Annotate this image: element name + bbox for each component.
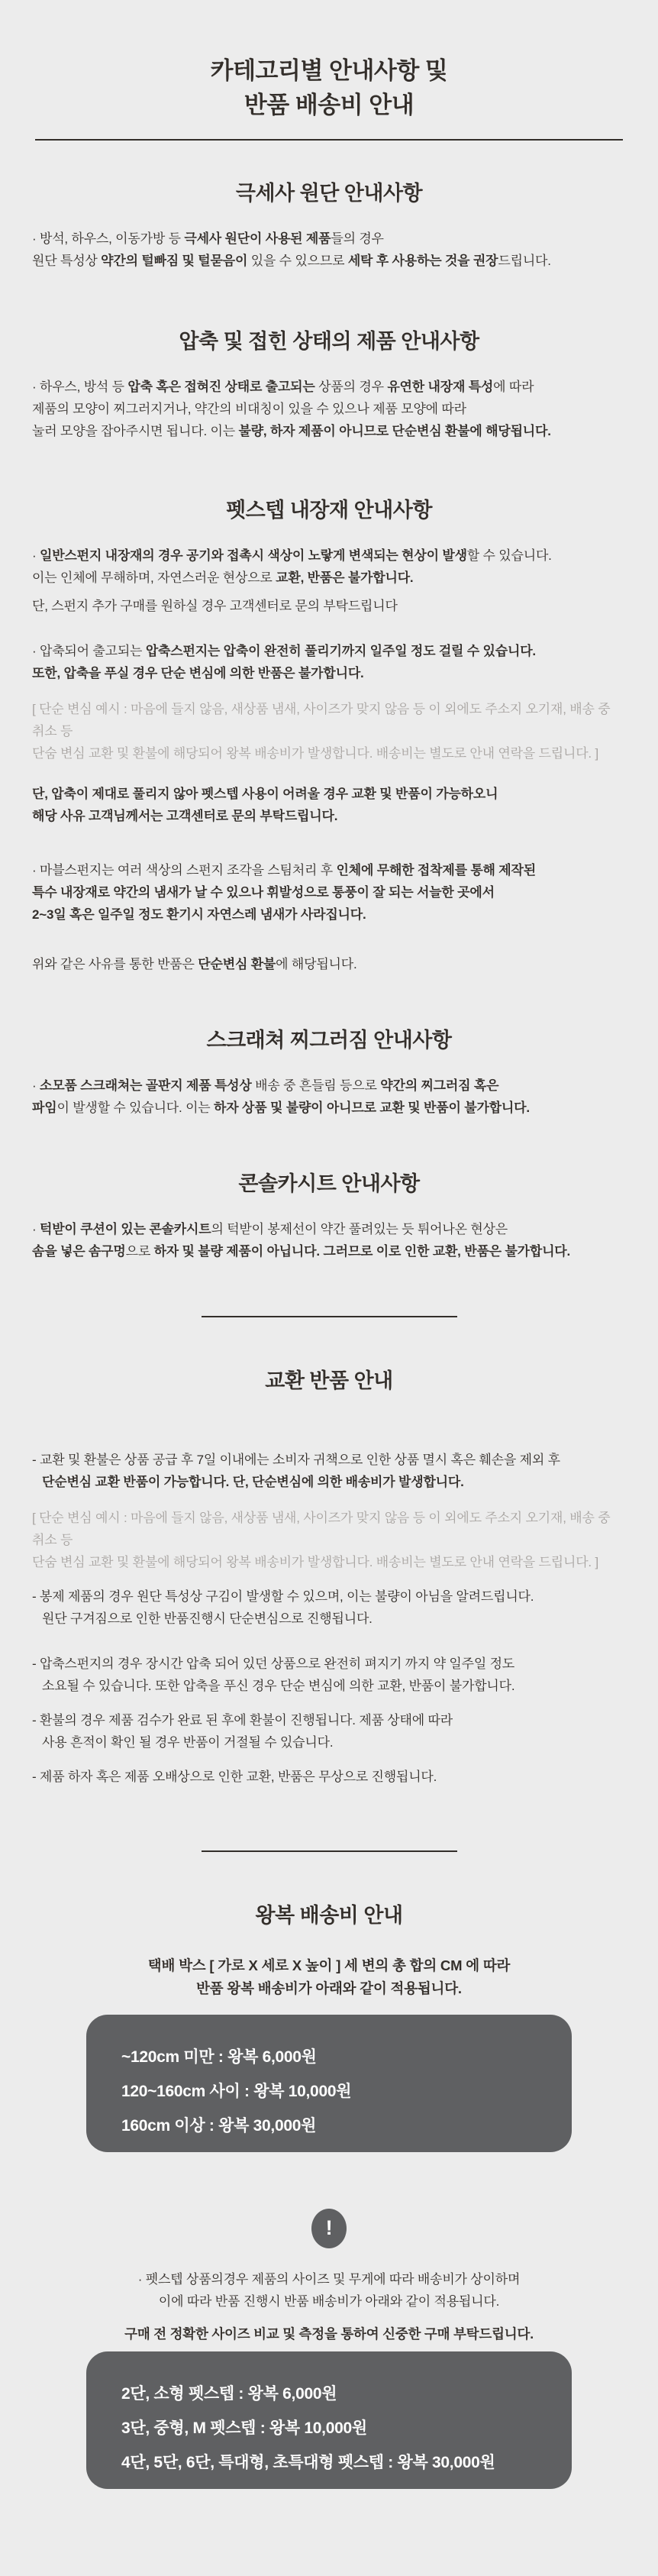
text-segment: 으로 [125,1244,154,1259]
exchange-item-3 [0,1653,658,1697]
text-line: - 환불의 경우 제품 검수가 완료 된 후에 환불이 진행됩니다. 제품 상태에 따라 [32,1713,453,1728]
page-title-line2: 반품 배송비 안내 [244,92,414,118]
text-line: 원단 구겨짐으로 인한 반품진행시 단순변심으로 진행됩니다. [42,1611,373,1626]
text-segment: 에 해당됩니다. [276,957,357,971]
fee-row: 160cm 이상 : 왕복 30,000원 [121,2116,317,2135]
text-segment: 일반스펀지 내장재의 경우 공기와 접촉시 색상이 노랗게 변색되는 현상이 발생 [39,548,467,563]
text-line [32,1218,626,1240]
text-line [32,567,626,589]
text-line [32,859,626,881]
petstep-fee-panel [86,2351,572,2489]
page-title-line1: 카테고리별 안내사항 및 [210,57,448,84]
text-line: 소요될 수 있습니다. 또한 압축을 푸신 경우 단순 변심에 의한 교환, 반품이 불가합니다. [42,1679,515,1693]
text-line [32,420,626,442]
text-line [32,640,626,662]
exchange-item-2 [0,1585,658,1630]
inner-material-closing-line [0,953,658,975]
fee-row: 4단, 5단, 6단, 특대형, 초특대형 펫스텝 : 왕복 30,000원 [121,2453,495,2471]
petstep-shipping-note [0,2268,658,2313]
text-segment: 위와 같은 사유를 통한 반품은 [32,957,198,971]
text-line: 2~3일 혹은 일주일 정도 환기시 자연스레 냄새가 사라집니다. [32,907,366,922]
fee-row: 2단, 소형 펫스텝 : 왕복 6,000원 [121,2384,337,2403]
scratcher-paragraph [0,1075,658,1119]
text-line: - 제품 하자 혹은 제품 오배상으로 인한 교환, 반품은 무상으로 진행됩니다. [32,1770,437,1784]
inner-material-sponge-paragraph [0,545,658,589]
text-line: - 봉제 제품의 경우 원단 특성상 구김이 발생할 수 있으며, 이는 불량이 아님을 알려드립니다. [32,1589,534,1604]
text-segment: 교환, 반품은 불가합니다. [276,570,414,585]
text-line: [ 단순 변심 예시 : 마음에 들지 않음, 새상품 냄새, 사이즈가 맞지 않음 등 이 외에도 주소지 오기재, 배송 중 취소 등 [32,702,611,739]
microfiber-paragraph [0,228,658,272]
text-segment: 눌러 모양을 잡아주시면 됩니다. 이는 [32,424,239,438]
text-segment: · [32,548,40,563]
text-segment: 상품의 경우 [318,380,388,394]
text-line: 이에 따라 반품 진행시 반품 배송비가 아래와 같이 적용됩니다. [158,2293,500,2309]
text-segment: 의 턱받이 봉제선이 약간 풀려있는 듯 튀어나온 현상은 [211,1222,508,1236]
shipping-intro [0,1954,658,2000]
text-segment: · 하우스, 방석 등 [32,380,128,394]
text-segment: 세탁 후 사용하는 것을 권장 [347,254,498,268]
text-line [32,545,626,567]
inner-material-sponge-extra-line [0,595,658,617]
text-line: - 교환 및 환불은 상품 공급 후 7일 이내에는 소비자 귀책으로 인한 상품 멸시 혹은 훼손을 제외 후 [32,1453,560,1467]
text-segment: 유연한 내장재 특성 [387,380,494,394]
size-fee-panel [86,2015,572,2152]
text-line: 단순변심 교환 반품이 가능합니다. 단, 단순변심에 의한 배송비가 발생합니다. [42,1475,464,1489]
text-line: - 압축스펀지의 경우 장시간 압축 되어 있던 상품으로 완전히 펴지기 까지 약 일주일 정도 [32,1656,515,1671]
text-line: 제품의 모양이 찌그러지거나, 약간의 비대칭이 있을 수 있으나 제품 모양에 따라 [32,402,466,416]
text-segment: 단순변심 환불 [198,957,276,971]
compressed-paragraph [0,376,658,442]
text-line: 반품 왕복 배송비가 아래와 같이 적용됩니다. [196,1980,462,1996]
fee-row: ~120cm 미만 : 왕복 6,000원 [121,2048,317,2066]
text-segment: 불량, 하자 제품이 아니므로 단순변심 환불에 해당됩니다. [238,424,551,438]
text-segment: 극세사 원단이 사용된 제품 [184,231,331,246]
text-line: · 펫스텝 상품의경우 제품의 사이즈 및 무게에 따라 배송비가 상이하며 [137,2271,521,2287]
text-line [32,228,626,250]
text-segment: 원단 특성상 [32,254,102,268]
section-heading-compressed: 압축 및 접힌 상태의 제품 안내사항 [179,330,479,353]
marble-sponge-paragraph [0,859,658,926]
text-segment: · [32,1078,40,1093]
text-line: 구매 전 정확한 사이즈 비교 및 측정을 통하여 신중한 구매 부탁드립니다. [124,2326,534,2342]
section-heading-inner-material: 펫스텝 내장재 안내사항 [226,499,432,522]
text-line [32,250,626,272]
text-line: [ 단순 변심 예시 : 마음에 들지 않음, 새상품 냄새, 사이즈가 맞지 않음 등 이 외에도 주소지 오기재, 배송 중 취소 등 [32,1511,611,1547]
text-segment: 있을 수 있으므로 [247,254,348,268]
text-line [32,376,626,398]
text-line: 특수 내장재로 약간의 냄새가 날 수 있으나 휘발성으로 통풍이 잘 되는 서늘한 곳에서 [32,885,495,900]
text-segment: 에 따라 [493,380,534,394]
text-segment: 턱받이 쿠션이 있는 콘솔카시트 [39,1222,211,1236]
text-segment: 하자 상품 및 불량이 아니므로 교환 및 반품이 불가합니다. [214,1101,530,1115]
text-line: 해당 사유 고객님께서는 고객센터로 문의 부탁드립니다. [32,809,338,823]
text-segment: 소모품 스크래쳐는 골판지 제품 특성상 [39,1078,256,1093]
text-line: 사용 흔적이 확인 될 경우 반품이 거절될 수 있습니다. [42,1735,334,1750]
text-segment: · 마블스펀지는 여러 색상의 스펀지 조각을 스팀처리 후 [32,863,337,878]
text-segment: 이는 인체에 무해하며, 자연스러운 현상으로 [32,570,276,585]
petstep-shipping-warning [0,2323,658,2345]
text-line [32,1075,626,1097]
text-line: 단, 스펀지 추가 구매를 원하실 경우 고객센터로 문의 부탁드립니다 [32,599,398,613]
text-segment: 솜을 넣은 솜구멍 [32,1244,126,1259]
text-segment: 할 수 있습니다. [466,548,552,563]
text-segment: 약간의 찌그러짐 혹은 [380,1078,499,1093]
text-line: 단, 압축이 제대로 풀리지 않아 펫스텝 사용이 어려울 경우 교환 및 반품이 가능하오니 [32,787,498,801]
text-segment: 인체에 무해한 접착제를 통해 제작된 [336,863,536,878]
fee-row: 3단, 중형, M 펫스텝 : 왕복 10,000원 [121,2419,367,2437]
text-segment: 압축스펀지는 압축이 완전히 풀리기까지 일주일 정도 걸릴 수 있습니다. [145,644,536,658]
text-line [32,1240,626,1262]
section-heading-microfiber: 극세사 원단 안내사항 [235,182,423,205]
simple-change-note [0,1507,658,1573]
fee-row: 120~160cm 사이 : 왕복 10,000원 [121,2082,352,2100]
exchange-item-5 [0,1766,658,1788]
section-heading-console-seat: 콘솔카시트 안내사항 [238,1172,420,1195]
text-segment: · 방석, 하우스, 이동가방 등 [32,231,185,246]
text-segment: 들의 경우 [331,231,384,246]
section-heading-shipping: 왕복 배송비 안내 [255,1904,403,1927]
text-segment: · 압축되어 출고되는 [32,644,146,658]
text-segment: 파임 [32,1101,57,1115]
divider [202,1850,457,1852]
inner-material-emphasis-paragraph [0,783,658,827]
text-segment: 약간의 털빠짐 및 털묻음이 [101,254,248,268]
text-line: 단숨 변심 교환 및 환불에 해당되어 왕복 배송비가 발생합니다. 배송비는 별도로 안내 연락을 드립니다. ] [32,746,598,761]
text-segment: 하자 및 불량 제품이 아닙니다. 그러므로 이로 인한 교환, 반품은 불가합니다. [153,1244,571,1259]
text-segment: 배송 중 흔들림 등으로 [255,1078,381,1093]
text-line: 또한, 압축을 푸실 경우 단순 변심에 의한 반품은 불가합니다. [32,666,364,680]
text-line: 단숨 변심 교환 및 환불에 해당되어 왕복 배송비가 발생합니다. 배송비는 별도로 안내 연락을 드립니다. ] [32,1555,598,1569]
exclamation-icon: ! [311,2209,347,2248]
section-heading-scratcher: 스크래쳐 찌그러짐 안내사항 [206,1029,452,1052]
divider [202,1316,457,1317]
exchange-item-4 [0,1709,658,1753]
text-segment: · [32,1222,40,1236]
page-title [0,53,658,122]
divider [35,139,623,141]
exchange-item-1 [0,1449,658,1493]
simple-change-note [0,698,658,764]
text-line: 택배 박스 [ 가로 X 세로 X 높이 ] 세 변의 총 합의 CM 에 따라 [147,1957,511,1973]
text-line [32,953,626,975]
text-segment: 압축 혹은 접혀진 상태로 출고되는 [127,380,319,394]
console-seat-paragraph [0,1218,658,1262]
text-segment: 드립니다. [498,254,551,268]
compressed-sponge-paragraph [0,640,658,684]
text-line [32,1097,626,1119]
text-segment: 이 발생할 수 있습니다. 이는 [56,1101,214,1115]
section-heading-exchange: 교환 반품 안내 [265,1369,393,1392]
